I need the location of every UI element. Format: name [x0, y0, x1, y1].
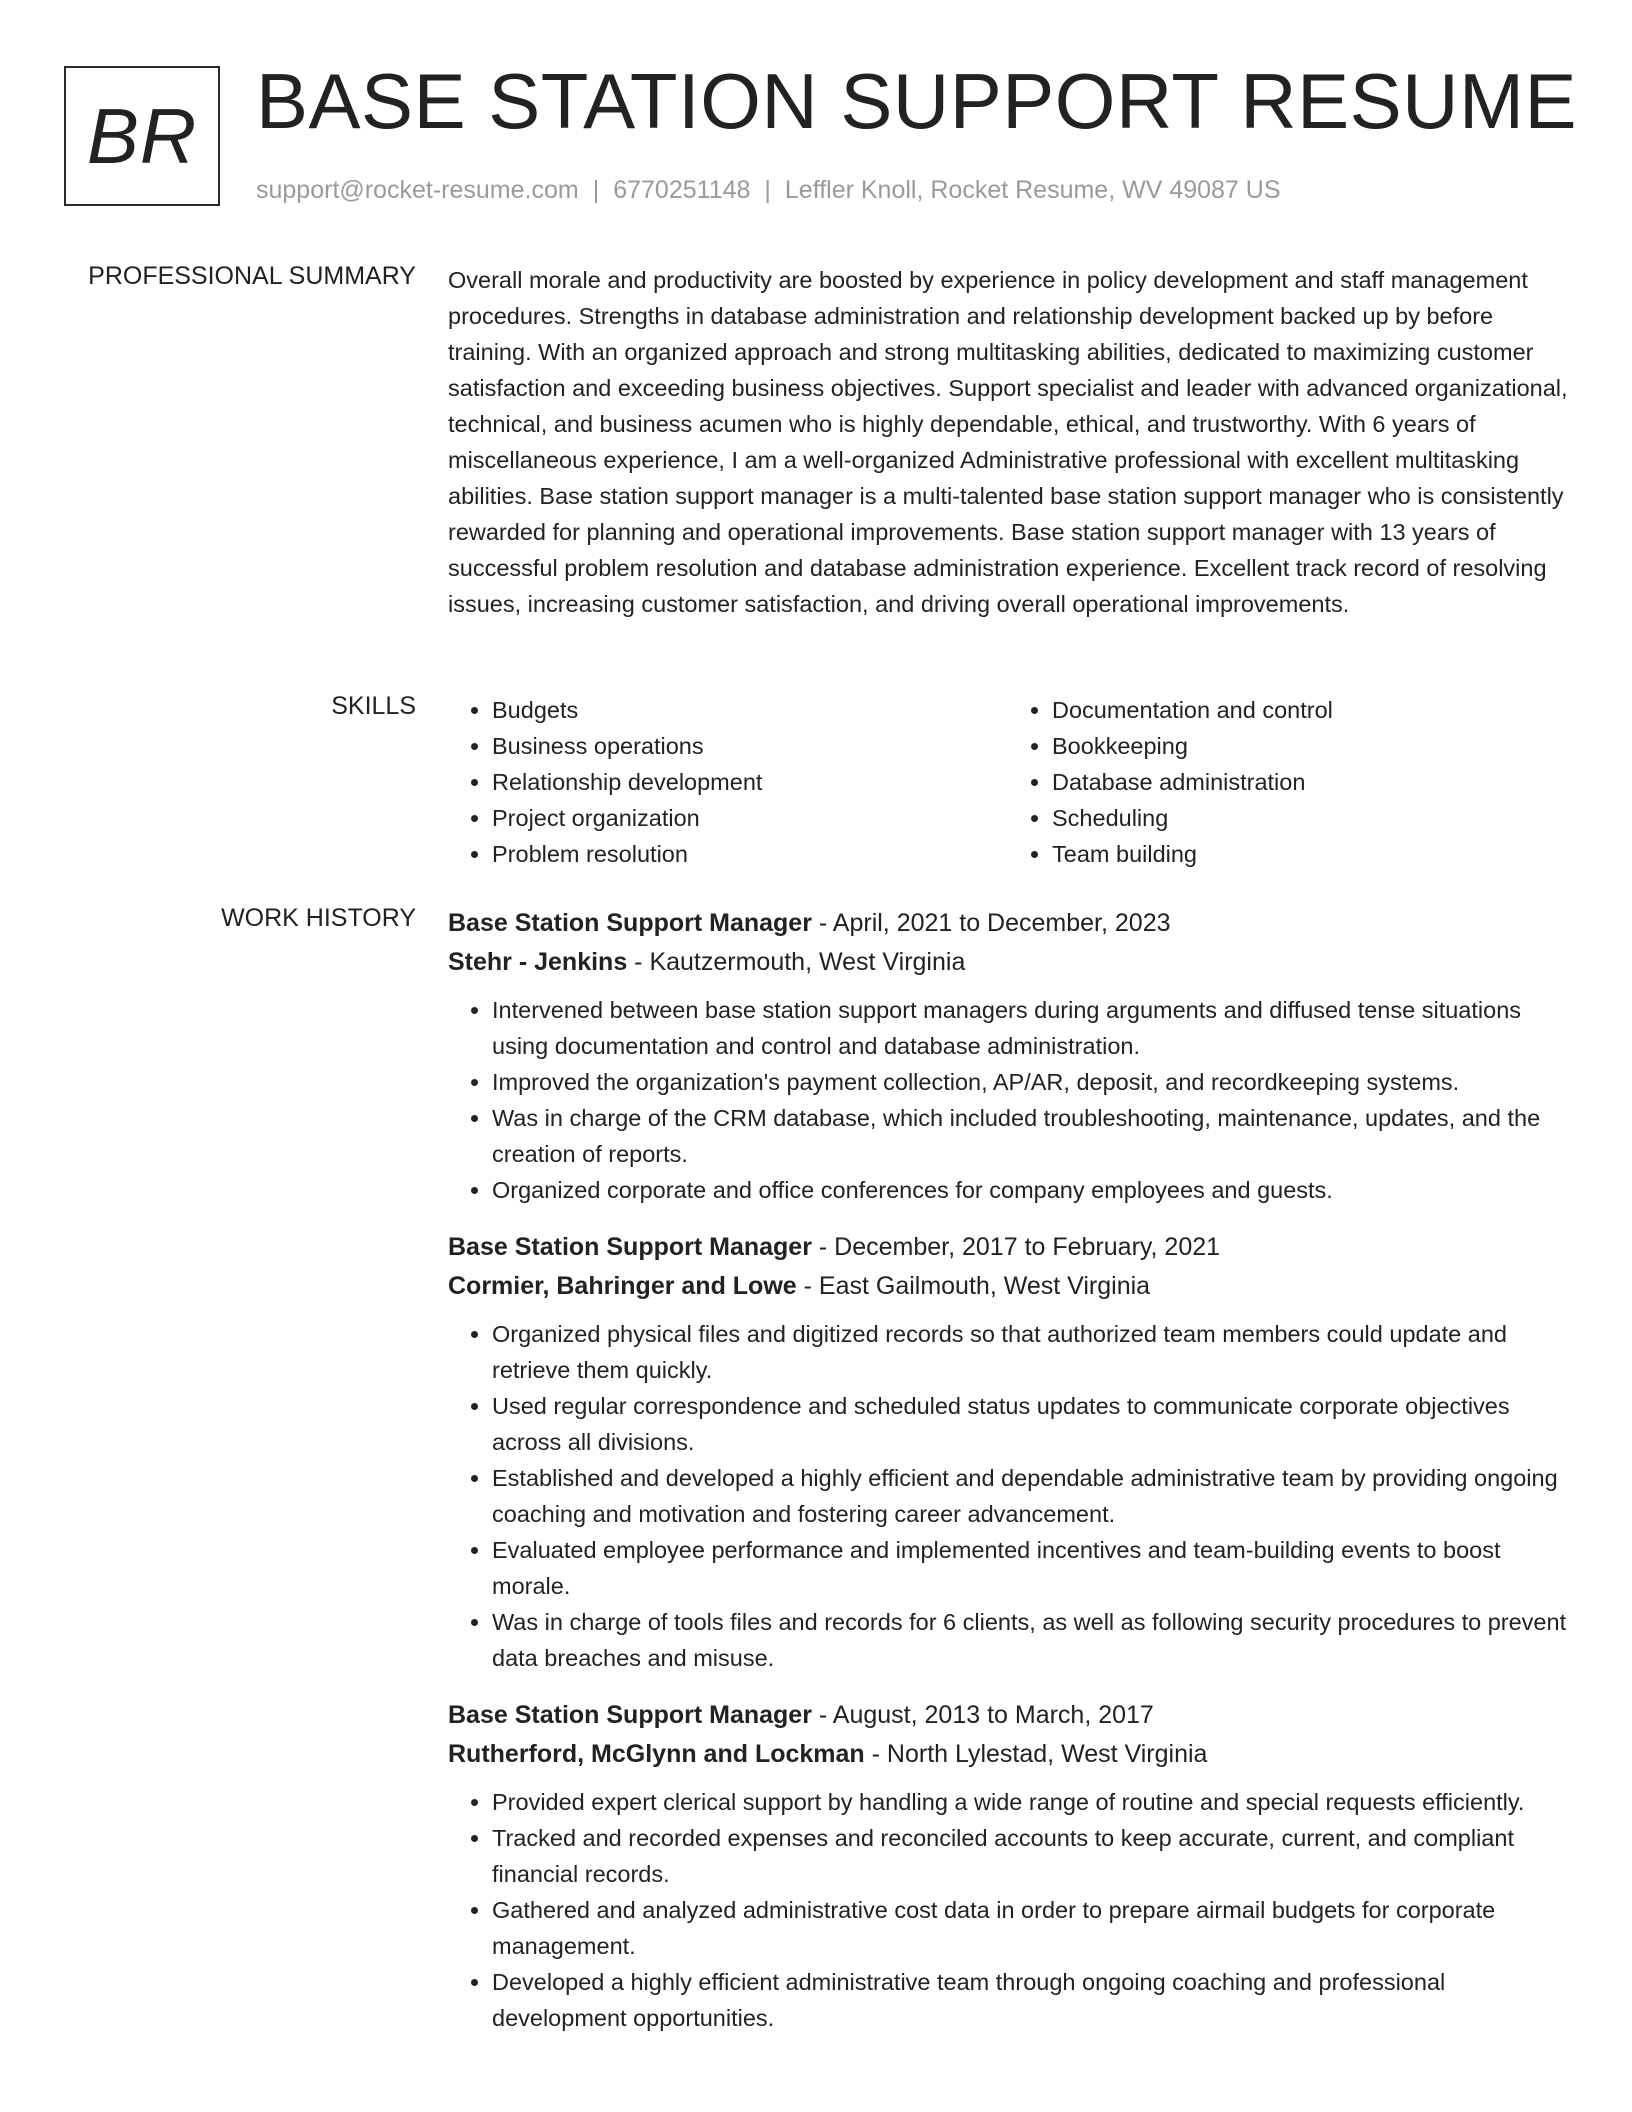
job-company: Cormier, Bahringer and Lowe: [448, 1272, 797, 1300]
job-bullet: • Was in charge of the CRM database, which included troubleshooting, maintenance, updates, and the creation of reports.: [492, 1100, 1568, 1172]
job-bullet: • Organized physical files and digitized records so that authorized team members could update and retrieve them quickly.: [492, 1316, 1568, 1388]
monogram-initials: BR: [64, 66, 220, 206]
summary-body: [448, 262, 1568, 622]
job-title: Base Station Support Manager: [448, 1233, 812, 1261]
section-label-skills: SKILLS: [331, 692, 416, 720]
skills-list-right: [1008, 692, 1568, 872]
contact-email: support@rocket-resume.com: [256, 176, 579, 204]
skill-item: • Database administration: [1052, 764, 1568, 800]
job-entry: [448, 1228, 1568, 1676]
skill-item: • Scheduling: [1052, 800, 1568, 836]
job-location: - North Lylestad, West Virginia: [864, 1740, 1208, 1768]
resume-title: BASE STATION SUPPORT RESUME: [256, 57, 1577, 145]
job-company: Stehr - Jenkins: [448, 948, 628, 976]
skill-item: • Bookkeeping: [1052, 728, 1568, 764]
job-bullet: • Gathered and analyzed administrative cost data in order to prepare airmail budgets for corporate management.: [492, 1892, 1568, 1964]
work-history-body: [448, 904, 1568, 2056]
job-bullet: • Used regular correspondence and scheduled status updates to communicate corporate objectives across all divisions.: [492, 1388, 1568, 1460]
skill-item: • Business operations: [492, 728, 1008, 764]
skills-list-left: [448, 692, 1008, 872]
job-bullet: • Tracked and recorded expenses and reconciled accounts to keep accurate, current, and compliant financial records.: [492, 1820, 1568, 1892]
job-dates: - April, 2021 to December, 2023: [811, 909, 1171, 937]
job-bullet: • Developed a highly efficient administrative team through ongoing coaching and professional development opportunities.: [492, 1964, 1568, 2036]
job-bullet: • Provided expert clerical support by handling a wide range of routine and special requests efficiently.: [492, 1784, 1568, 1820]
summary-text: Overall morale and productivity are boosted by experience in policy development and staff management procedures. Strengths in database administration and relationship development backed up by before training. With an organized approach and strong multitasking abilities, dedicated to maximizing customer satisfaction and exceeding business objectives. Support specialist and leader with advanced organizational, technical, and business acumen who is highly dependable, ethical, and trustworthy. With 6 years of miscellaneous experience, I am a well-organized Administrative professional with excellent multitasking abilities. Base station support manager is a multi-talented base station support manager who is consistently rewarded for planning and operational improvements. Base station support manager with 13 years of successful problem resolution and database administration experience. Excellent track record of resolving issues, increasing customer satisfaction, and driving overall operational improvements.: [448, 267, 1568, 617]
skill-item: • Project organization: [492, 800, 1008, 836]
skill-item: • Relationship development: [492, 764, 1008, 800]
job-bullet: • Improved the organization's payment collection, AP/AR, deposit, and recordkeeping systems.: [492, 1064, 1568, 1100]
section-label-summary: PROFESSIONAL SUMMARY: [88, 262, 416, 290]
job-title-line: [448, 1696, 1568, 1735]
skill-item: • Team building: [1052, 836, 1568, 872]
contact-phone: 6770251148: [613, 176, 751, 204]
skills-columns: [448, 692, 1568, 872]
skills-body: [448, 692, 1568, 872]
skill-item: • Documentation and control: [1052, 692, 1568, 728]
job-title: Base Station Support Manager: [448, 909, 812, 937]
job-bullets: [448, 1316, 1568, 1676]
job-title-line: [448, 1228, 1568, 1267]
job-bullet: • Established and developed a highly efficient and dependable administrative team by providing ongoing coaching and motivation and fostering career advancement.: [492, 1460, 1568, 1532]
section-label-work-history: WORK HISTORY: [221, 904, 416, 932]
job-location: - Kautzermouth, West Virginia: [627, 948, 966, 976]
job-bullet: • Was in charge of tools files and records for 6 clients, as well as following security procedures to prevent data breaches and misuse.: [492, 1604, 1568, 1676]
job-bullets: [448, 1784, 1568, 2036]
job-company-line: [448, 1267, 1568, 1306]
job-company-line: [448, 1735, 1568, 1774]
job-dates: - August, 2013 to March, 2017: [811, 1701, 1154, 1729]
contact-address: Leffler Knoll, Rocket Resume, WV 49087 US: [784, 176, 1281, 204]
job-bullet: • Evaluated employee performance and implemented incentives and team-building events to boost morale.: [492, 1532, 1568, 1604]
job-entry: [448, 1696, 1568, 2036]
job-bullets: [448, 992, 1568, 1208]
contact-line: [256, 176, 1281, 205]
skill-item: • Budgets: [492, 692, 1008, 728]
job-entry: [448, 904, 1568, 1208]
job-bullet: • Organized corporate and office conferences for company employees and guests.: [492, 1172, 1568, 1208]
skill-item: • Problem resolution: [492, 836, 1008, 872]
job-company: Rutherford, McGlynn and Lockman: [448, 1740, 865, 1768]
contact-separator: |: [764, 176, 771, 204]
contact-separator: |: [592, 176, 600, 204]
job-dates: - December, 2017 to February, 2021: [811, 1233, 1221, 1261]
job-title-line: [448, 904, 1568, 943]
job-company-line: [448, 943, 1568, 982]
job-bullet: • Intervened between base station support managers during arguments and diffused tense situations using documentation and control and database administration.: [492, 992, 1568, 1064]
job-title: Base Station Support Manager: [448, 1701, 812, 1729]
job-location: - East Gailmouth, West Virginia: [796, 1272, 1151, 1300]
